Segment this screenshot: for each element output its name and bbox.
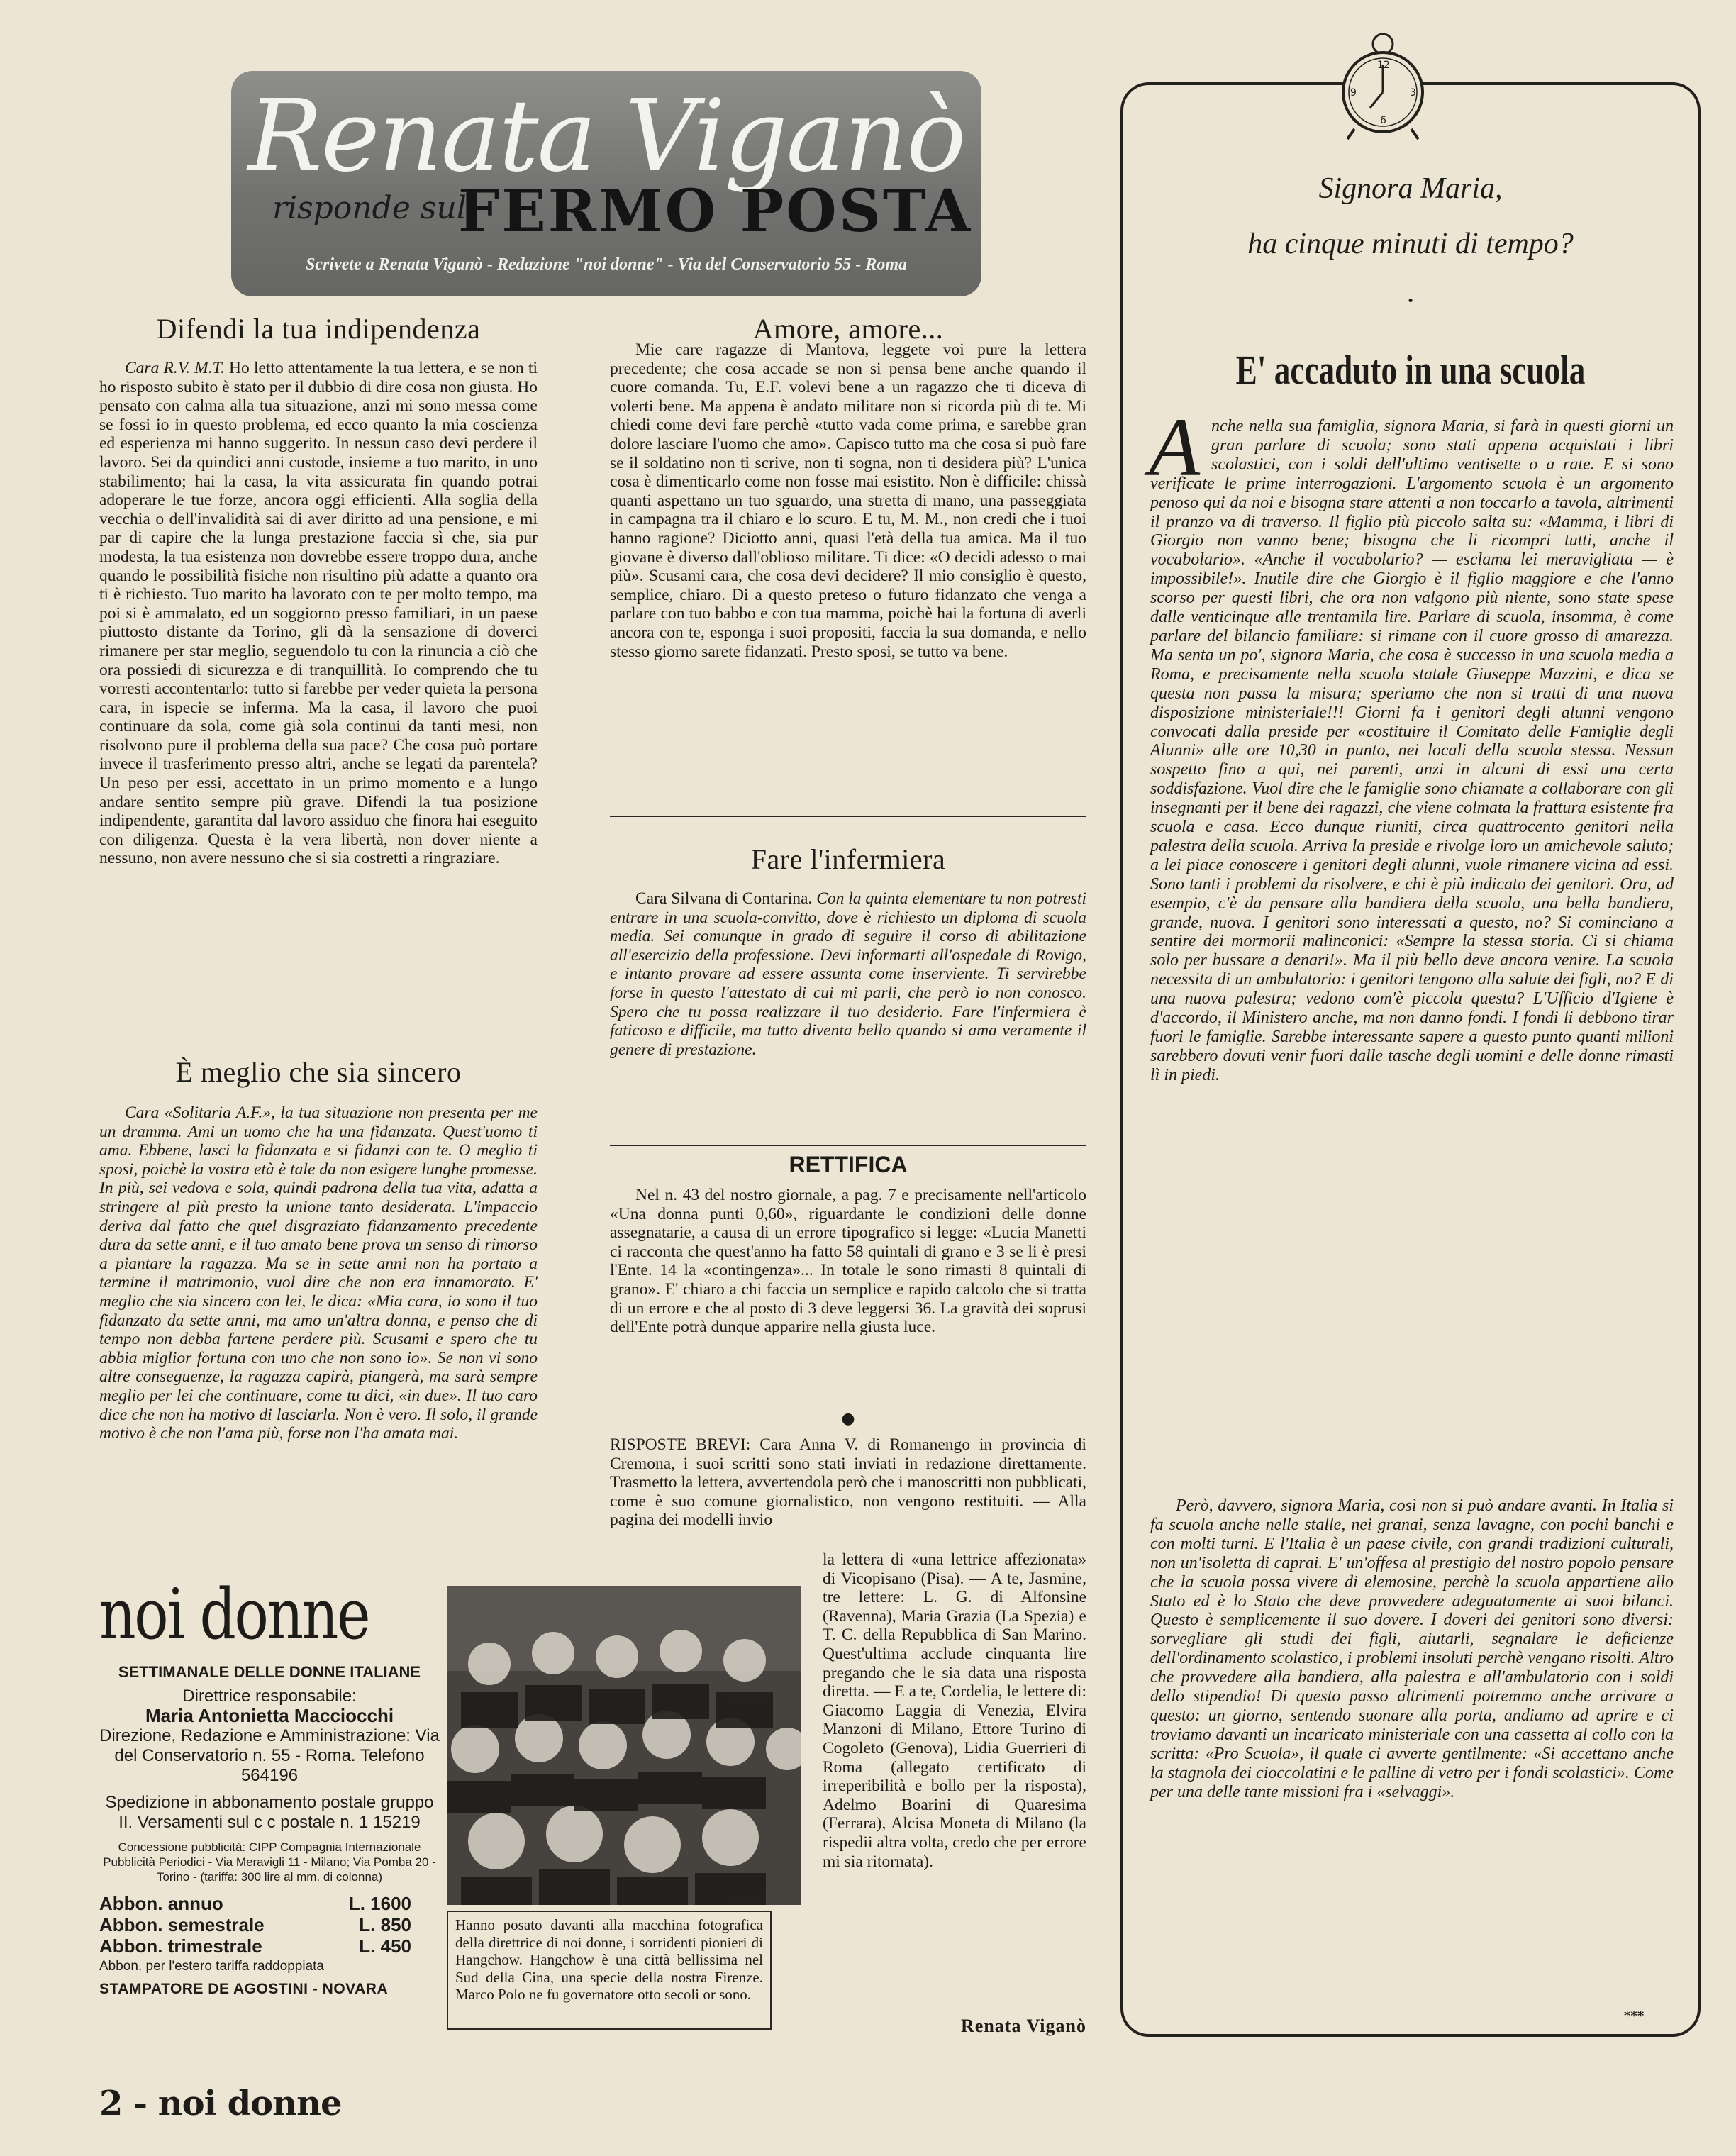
alarm-clock-icon (1326, 28, 1440, 142)
greeting: Cara R.V. M.T. (125, 359, 225, 377)
printer: STAMPATORE DE AGOSTINI - NOVARA (99, 1981, 389, 1997)
masthead-title: noi donne (99, 1574, 369, 1655)
feature-title: E' accaduto in una scuola (1235, 347, 1586, 393)
feature-intro-line1: Signora Maria, (1318, 172, 1503, 205)
divider (610, 816, 1086, 817)
svg-text:6: 6 (1380, 115, 1386, 126)
column-author-name: Renata Viganò (247, 79, 965, 194)
divider (610, 1145, 1086, 1146)
article-body-indipendenza (99, 359, 538, 868)
photo-graphic (447, 1586, 801, 1905)
banner-fermo-posta-title: FERMO POSTA (458, 177, 973, 245)
svg-text:9: 9 (1350, 87, 1357, 99)
banner-risponde-label: risponde sul (272, 190, 467, 226)
feature-intro-line2: ha cinque minuti di tempo? (1247, 228, 1574, 260)
subscription-row: Abbon. trimestrale L. 450 (99, 1935, 411, 1957)
feature-text-1: nche nella sua famiglia, signora Maria, si farà in questi giorni un gran parlare di scuola; sono stati appena acquistati i libri scolastici, con i soldi dell'ultimo ventisette o a rate. E si sono verificate le prime interrogazioni. L'argomento scuola è un argomento penoso qui da noi e bisogna stare attenti a non toccarlo a tavola, altrimenti il pranzo va di traverso. Il figlio più piccolo salta su: «Mamma, i libri di Giorgio non vanno bene; bisogna che li ricompri tutti, anche il vocabolario». «Anche il vocabolario? — esclama lei meravigliata — è impossibile!». Inutile dire che Giorgio è il figlio maggiore e che l'anno scorso per questi libri, che ora non valgono più niente, sono state spese dalle venticinque alle trentamila lire. Parlare di scuola, insomma, è come parlare del bilancio familiare: si rimane con il cuore grosso di amarezza. Ma senta un po', signora Maria, che cosa è successo in una scuola media a Roma, e precisamente nella scuola statale Giuseppe Mazzini, e dica se questa non passa la misura; speriamo che non si tratti di una nuova disposizione ministeriale!!! Giorni fa i genitori degli alunni vengono convocati dalla preside per «costituire il Comitato delle Famiglie degli Alunni» alle ore 10,30 in punto, nei locali della scuola stessa. Nessun sospetto fino a qui, nei parenti, anzi in alcuni di essi una certa soddisfazione. Vuol dire che le famiglie sono chiamate a collaborare con gli insegnanti per il bene dei ragazzi, che viene colmata la frattura esistente fra scuola e casa. Ecco dunque riuniti, circa quattrocento genitori nella palestra della scuola. Arriva la preside e rivolge loro un amichevole saluto; a lei piace conoscere i genitori degli alunni, vuole rimanere vicina ad essi. Sono tanti i problemi da risolvere, e chi è più indicato dei genitori. Ora, ad esempio, c'è da pensare alla bandiera della scuola, una bella bandiera, grande, nuova. I genitori sono interessati a questo, no? Si cominciano a sentire dei mormorii malinconici: «Sempre la stessa storia. Ci si chiama solo per bussare a denari!». Ma il più bello deve ancora venire. La scuola necessita di un ambulatorio: i genitori tengono alla salute dei figli, no? E di una nuova palestra; vedono com'è piccola questa? L'Ufficio d'Igiene è d'accordo, il Ministero anche, ma non danno fondi. I fondi li debbono tirar fuori le famiglie. Sarebbe interessante sapere a questo punto quanti milioni sarebbero dovuti venir fuori dalle tasche degli uomini e delle donne rimasti lì in piedi. (1150, 417, 1674, 1084)
masthead-box (99, 1576, 440, 2047)
page-footer: 2 - noi donne (99, 2084, 342, 2123)
article-text: Ho letto attentamente la tua lettera, e se non ti ho risposto subito è stato per il dubbio di dire cosa non giusta. Ho pensato con calma alla tua situazione, anzi mi sono messa come se fossi io in questo problema, ed ecco quanto la mia coscienza ed esperienza mi hanno suggerito. In nessun caso devi perdere il lavoro. Sei da quindici anni custode, insieme a tuo marito, in uno stabilimento; hai la casa, la vita assicurata fin quando potrai adoperare le tue forze, ancora oggi efficienti. Alla soglia della vecchia o dell'invalidità sai di aver diritto ad una pensione, e mi par di capire che la lunga prestazione faccia sì che, sia pur modesta, la tua esistenza non dovrebbe essere troppo dura, anche quando le possibilità fisiche non risultino più adatte a quanto ora ti è richiesto. Tuo marito ha lavorato con te per molto tempo, ma poi si è ammalato, ed un soggiorno presso familiari, in un paese piuttosto distante da Torino, gli dà la sensazione di doverci rimanere per star meglio, seguendolo tu con la rinuncia a ciò che ora possiedi di sicurezza e di tranquillità. Io comprendo che tu vorresti accontentarlo: tutto si farebbe per veder quieta la persona cara, in ispecie se inferma. Ma la casa, il lavoro che puoi continuare da sola, come già sola continui da tanti mesi, non risolvono pure il problema della sua pace? Che cosa può portare invece il trasferimento presso altri, anche se legati da parentela? Un peso per essi, accettato in un primo momento e a lungo andare sentito sempre più grave. Difendi la tua posizione indipendente, garantita dal lavoro assiduo che finora hai eseguito con diligenza. Questa è la vera libertà, non dover niente a nessuno, non avere nessuno che si sia costretti a ringraziare. (99, 359, 538, 868)
article-title-indipendenza: Difendi la tua indipendenza (156, 313, 481, 345)
feature-body-2: Però, davvero, signora Maria, così non si può andare avanti. In Italia si fa scuola anche nelle stalle, nei granai, senza lavagne, con pochi banchi e con molti turni. E l'Italia è un paese civile, con grandi tradizioni culturali, non un'isoletta di caprai. E' un'offesa al prestigio del nostro popolo pensare che la scuola possa vivere di elemosine, perchè la scuola appartiene allo Stato ed è lo Stato che deve provvedere adeguatamente ai suoi bilanci. Questo è semplicemente il suo dovere. I doveri dei genitori sono diversi: sorvegliare gli studi dei figli, aiutarli, segnalare le deficienze dell'ordinamento scolastico, i problemi insoluti perchè vengano risolti. Altro che provvedere alla bandiera, alla palestra e all'ambulatorio con i soldi dello stipendio! Di questo passo altrimenti potremmo anche arrivare a questo: un giorno, sentendo suonare alla porta, andiamo ad aprire e ci troviamo davanti un incaricato ministeriale con una cassetta al collo con la scritta: «Pro Scuola», il quale ci avverte gentilmente: «Si accettano anche la stagnola dei cioccolatini e le palline di vetro per i fondi scolastici». Come per una delle tante missioni fra i «selvaggi». (1150, 1496, 1674, 1801)
subscription-row: Abbon. annuo L. 1600 (99, 1893, 411, 1914)
article-body-infermiera (610, 889, 1086, 1059)
masthead-director-name: Maria Antonietta Macciocchi (145, 1705, 394, 1726)
subscription-row: Abbon. semestrale L. 850 (99, 1914, 411, 1935)
article-body-sincero: Cara «Solitaria A.F.», la tua situazione non presenta per me un dramma. Ami un uomo che ha una fidanzata. Quest'uomo ti ama. Ebbene, lasci la fidanzata e si fidanzi con te. O meglio ti sposi, poichè la vostra età è tale da non esigere lunghe promesse. In più, sei vedova e sola, quindi padrona della tua vita, adatta a stringere al più presto la unione tanto desiderata. L'impaccio deriva dal fatto che quel disgraziato fidanzamento precedente dura da sette anni, e il tuo amato bene prova un senso di rimorso a piantare la ragazza. Ma se in sette anni non ha portato a termine il matrimonio, vuol dire che non era innamorato. E' meglio che sia sincero con lei, le dica: «Mia cara, io sono il tuo fidanzato da sette anni, ma amo un'altra donna, e penso che di tempo non debba fartene perdere più. Scusami e spero che tu abbia miglior fortuna con uno che non sono io». Se non vi sono altre conseguenze, la ragazza capirà, piangerà, ma sarà sempre meglio per lei che continuare, come tu dici, «in due». Il tuo caro dice che non ha motivo di lasciarla. Non è vero. Il solo, il grande motivo è che non l'ama più, forse non l'ha amata mai. (99, 1104, 538, 1443)
article-title-infermiera: Fare l'infermiera (750, 843, 946, 875)
rettifica-title: RETTIFICA (789, 1152, 908, 1177)
masthead-spedizione: Spedizione in abbonamento postale gruppo II. Versamenti sul c c postale n. 1 15219 (105, 1793, 434, 1832)
photo-caption: Hanno posato davanti alla macchina fotografica della direttrice di noi donne, i sorridenti pionieri di Hangchow. Hangchow è una città bellissima nel Sud della Cina, una specie della nostra Firenze. Marco Polo ne fu governatore otto secoli or sono. (455, 1916, 763, 2003)
article-title-sincero: È meglio che sia sincero (175, 1056, 462, 1088)
signature: Renata Viganò (961, 2016, 1086, 2036)
masthead-subtitle: SETTIMANALE DELLE DONNE ITALIANE (118, 1663, 421, 1681)
masthead-director-label: Direttrice responsabile: (182, 1687, 357, 1706)
article-body-amore: Mie care ragazze di Mantova, leggete voi pure la lettera precedente; che cosa accade se non si pensa bene anche quando il cuore comanda. Tu, E.F. volevi bene a un ragazzo che ti diceva di volerti bene. Ma appena è andato militare non si ricorda più di te. Mi chiedi come devi fare perchè «tutto vada come prima, e sarebbe gran dolore lasciare l'uomo che amo». Capisco tutto ma che cosa si può fare se il soldatino non ti scrive, non ti sogna, non ti desidera più? L'unica cosa è dimenticarlo come non fosse mai esistito. Non è difficile: chissà quanti aspettano un tuo sguardo, una stretta di mano, una passeggiata in campagna tra il chiaro e lo scuro. E tu, M. M., non credi che i tuoi hanno ragione? Diciotto anni, quasi l'età della tua amica. Ma il tuo giovane è diverso dall'oblioso militare. Ti dice: «O decidi adesso o mai più». Scusami cara, che cosa devi decidere? Il mio consiglio è questo, semplice, chiaro. Di a questo preteso o futuro fidanzato che venga a parlare con tuo babbo e con tua mamma, poichè hai la fortuna di averli ancora con te, esponga i suoi propositi, faccia la sua domanda, e nello stesso giorno sarete fidanzati. Presto sposi, se tutto va bene. (610, 340, 1086, 661)
greeting: Cara Silvana di Contarina. (635, 889, 813, 908)
article-title-amore: Amore, amore... (752, 313, 944, 345)
subscription-list (99, 1893, 440, 1957)
header-banner (231, 71, 981, 296)
subscription-foreign: Abbon. per l'estero tariffa raddoppiata (99, 1959, 324, 1974)
drop-cap-spacer (1150, 417, 1211, 474)
masthead-address: Direzione, Redazione e Amministrazione: Via del Conservatorio n. 55 - Roma. Telefono 564196 (99, 1726, 440, 1785)
article-text: Con la quinta elementare tu non potresti entrare in una scuola-convitto, dove è richiesto un diploma di scuola media. Sei comunque in grado di seguire il corso di abilitazione all'esercizio della professione. Devi informarti all'ospedale di Rovigo, e intanto provare ad essere assunta come inserviente. Ti servirebbe forse in questo l'attestato di cui mi parli, che però io non conosco. Spero che tu possa realizzare il tuo desiderio. Fare l'infermiera è faticoso e difficile, ma tutto diventa bello quando si ama veramente il genere di prestazione. (610, 889, 1086, 1059)
feature-dot: • (1406, 294, 1415, 309)
risposte-brevi-continued: la lettera di «una lettrice affezionata» di Vicopisano (Pisa). — A te, Jasmine, tre lettere: L. G. di Alfonsine (Ravenna), Maria Grazia (La Spezia) e T. C. della Repubblica di San Marino. Quest'ultima acclude cinquanta lire pregando che le sia data una risposta diretta. — E a te, Cordelia, le lettere di: Giacomo Laggia di Venezia, Elvira Manzoni di Milano, Ettore Turino di Cogoleto (Genova), Lidia Guerrieri di Roma (allegato certificato di irreperibilità e bollo per la risposta), Adelmo Boarini di Quaresima (Ferrara), Alcisa Moneta di Milano (la rispedii altra volta, credo che per errore mi sia ritornata). (823, 1550, 1086, 1871)
section-bullet: ● (841, 1410, 855, 1428)
svg-text:12: 12 (1377, 60, 1390, 71)
risposte-brevi-body: RISPOSTE BREVI: Cara Anna V. di Romanengo in provincia di Cremona, i suoi scritti sono stati inviati in redazione direttamente. Trasmetto la lettera, avvertendola però che i manoscritti non pubblicati, come è suo comune giornalistico, non vengono restituiti. — Alla pagina dei modelli invio (610, 1435, 1086, 1530)
banner-address: Scrivete a Renata Viganò - Redazione "noi donne" - Via del Conservatorio 55 - Roma (305, 255, 908, 274)
photo-caption-box (447, 1911, 772, 2030)
end-stars: *** (1624, 2008, 1645, 2023)
masthead-concessione: Concessione pubblicità: CIPP Compagnia Internazionale Pubblicità Periodici - Via Meravigli 11 - Milano; Via Pomba 20 - Torino - (tariffa: 300 lire al mm. di colonna) (103, 1840, 436, 1884)
feature-body-1 (1150, 417, 1674, 1085)
drop-cap: A (1149, 401, 1201, 494)
svg-text:3: 3 (1410, 87, 1416, 99)
photo-children (447, 1586, 801, 1905)
rettifica-body: Nel n. 43 del nostro giornale, a pag. 7 e precisamente nell'articolo «Una donna punti 0,60», riguardante le condizioni delle donne assegnatarie, a causa di un errore tipografico si legge: «Lucia Manetti ci racconta che quest'anno ha fatto 58 quintali di grano e 3 se li è presi l'Ente. 14 la «contingenza»... In totale le sono rimasti 8 quintali di grano». E' chiaro a chi faccia un semplice e rapido calcolo che si tratta di un errore e che al posto di 3 deve leggersi 36. La gravità dei soprusi dell'Ente potrà dunque apparire nella giusta luce. (610, 1186, 1086, 1337)
